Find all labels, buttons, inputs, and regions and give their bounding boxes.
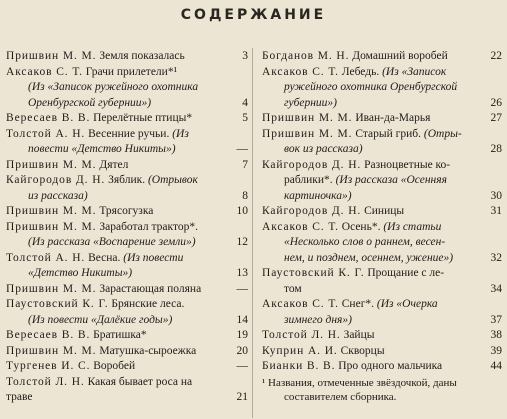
work-title: Брянские леса. xyxy=(108,298,185,310)
toc-line-text xyxy=(6,390,228,406)
work-title: Лебедь. xyxy=(338,65,380,78)
page-number xyxy=(482,266,502,282)
toc-line-text xyxy=(262,127,482,143)
author-name: Бианки В. В. xyxy=(262,360,336,372)
toc-line-text xyxy=(262,111,482,127)
work-title: Воробей xyxy=(90,360,136,372)
work-title: Иван-да-Марья xyxy=(352,112,431,124)
toc-line xyxy=(6,235,248,251)
footnote-line: составителем сборника. xyxy=(284,390,397,403)
page-number: 14 xyxy=(236,313,248,326)
source-note: из рассказа) xyxy=(28,189,88,202)
toc-line xyxy=(262,142,502,158)
author-name: Пришвин М. М. xyxy=(6,205,97,217)
page-number: 34 xyxy=(490,282,502,295)
toc-line-text xyxy=(262,344,482,360)
footnote xyxy=(262,376,502,404)
work-title: Дятел xyxy=(96,158,129,171)
toc-line-text xyxy=(6,313,228,329)
toc-entry xyxy=(6,328,248,344)
page-number: 31 xyxy=(490,205,502,217)
toc-line-text xyxy=(6,173,228,189)
author-name: Кайгородов Д. Н. xyxy=(262,205,362,217)
toc-entry xyxy=(6,220,248,251)
page-number xyxy=(228,297,248,313)
work-title: Весенние ручьи. xyxy=(85,127,170,140)
source-note: нем, и позднем, осеннем, ужение») xyxy=(284,251,454,264)
work-title: Зайцы xyxy=(340,329,375,341)
toc-line xyxy=(262,173,502,189)
work-title: Заработал трактор*. xyxy=(96,220,198,233)
page-number xyxy=(482,80,502,96)
page-number xyxy=(228,80,248,96)
page-number: 8 xyxy=(242,189,248,202)
work-title: траве xyxy=(6,391,33,403)
toc-line-text xyxy=(262,251,482,267)
source-note: (Из рассказа «Осенняя xyxy=(332,174,447,186)
toc-line-text xyxy=(6,375,228,391)
source-note: ружейного охотника Оренбургской xyxy=(284,81,458,93)
toc-line xyxy=(6,80,248,96)
toc-line-text xyxy=(262,173,482,189)
source-note: (Из повести «Далёкие годы») xyxy=(28,313,173,326)
toc-entry xyxy=(6,204,248,220)
toc-entry xyxy=(262,328,502,344)
toc-line-text xyxy=(262,158,482,174)
footnote-line: ¹ Названия, отмеченные звёздочкой, даны xyxy=(262,376,457,389)
toc-line-text xyxy=(6,328,228,344)
toc-line xyxy=(6,96,248,112)
toc-line xyxy=(262,111,502,127)
work-title: раблики*. xyxy=(284,174,333,186)
toc-line xyxy=(262,96,502,112)
work-title: Разноцветные ко- xyxy=(361,158,451,171)
toc-line xyxy=(262,65,502,81)
toc-line xyxy=(6,189,248,205)
author-name: Паустовский К. Г. xyxy=(6,298,109,310)
page-number: 28 xyxy=(490,143,502,155)
toc-line xyxy=(262,127,502,143)
toc-entry xyxy=(262,158,502,205)
work-title: Зарастающая поляна xyxy=(96,282,202,295)
toc-line xyxy=(262,344,502,360)
toc-entry xyxy=(262,127,502,158)
toc-entry xyxy=(6,282,248,298)
toc-entry xyxy=(6,344,248,360)
toc-line-text xyxy=(6,297,228,313)
work-title: Матушка-сыроежка xyxy=(96,344,197,357)
page-number xyxy=(228,375,248,391)
toc-line-text xyxy=(6,266,228,282)
toc-line xyxy=(262,80,502,96)
page-number xyxy=(482,297,502,313)
toc-line-text xyxy=(262,297,482,313)
source-note: Оренбургской губернии») xyxy=(28,96,152,109)
page-number: 32 xyxy=(490,251,502,264)
toc-line-text xyxy=(6,204,228,220)
toc-line xyxy=(6,390,248,406)
source-note: (Из повести xyxy=(120,251,184,264)
author-name: Толстой Л. Н. xyxy=(262,329,341,341)
toc-line-text xyxy=(6,282,228,298)
toc-line-text xyxy=(262,80,482,96)
source-note: «Детство Никиты») xyxy=(28,267,133,279)
author-name: Вересаев В. В. xyxy=(6,112,91,124)
page-number xyxy=(228,65,248,81)
author-name: Пришвин М. М. xyxy=(6,158,97,171)
toc-line-text xyxy=(262,266,482,282)
page-number xyxy=(482,158,502,174)
page-number: 10 xyxy=(236,205,248,217)
toc-line-text xyxy=(262,313,482,329)
toc-line-text xyxy=(262,235,482,251)
toc-line-text xyxy=(262,49,482,65)
toc-line xyxy=(6,297,248,313)
toc-line xyxy=(262,189,502,205)
toc-entry xyxy=(262,344,502,360)
toc-entry xyxy=(6,111,248,127)
author-name: Куприн А. И. xyxy=(262,344,338,357)
toc-entry xyxy=(6,297,248,328)
toc-line xyxy=(6,65,248,81)
toc-entry xyxy=(262,204,502,220)
work-title: Трясогузка xyxy=(96,205,154,217)
toc-line xyxy=(6,266,248,282)
page-number: 30 xyxy=(490,189,502,202)
author-name: Пришвин М. М. xyxy=(262,112,353,124)
toc-entry xyxy=(262,220,502,267)
toc-entry xyxy=(262,49,502,65)
toc-entry xyxy=(262,65,502,112)
source-note: (Из «Записок ружейного охотника xyxy=(28,81,199,93)
page-number xyxy=(228,220,248,236)
page-number: 13 xyxy=(236,267,248,279)
author-name: Пришвин М. М. xyxy=(6,282,97,295)
author-name: Богданов М. Н. xyxy=(262,50,350,62)
work-title: Какая бывает роса на xyxy=(84,375,193,388)
toc-line xyxy=(6,313,248,329)
work-title: Скворцы xyxy=(337,344,385,357)
work-title: Земля показалась xyxy=(96,50,185,62)
page-number: 19 xyxy=(236,329,248,341)
toc-line xyxy=(262,251,502,267)
author-name: Тургенев И. С. xyxy=(6,360,91,372)
author-name: Пришвин М. М. xyxy=(6,220,97,233)
page-number xyxy=(482,220,502,236)
contents-column-left xyxy=(6,49,248,406)
toc-entry xyxy=(6,375,248,406)
toc-line-text xyxy=(262,359,482,375)
toc-line xyxy=(262,235,502,251)
toc-entry xyxy=(262,359,502,375)
column-divider xyxy=(252,48,253,418)
toc-line-text xyxy=(6,127,228,143)
author-name: Пришвин М. М. xyxy=(6,344,97,357)
toc-line-text xyxy=(6,80,228,96)
toc-line-text xyxy=(6,111,228,127)
toc-line-text xyxy=(262,204,482,220)
toc-line xyxy=(262,282,502,298)
toc-line-text xyxy=(262,65,482,81)
toc-line-text xyxy=(262,328,482,344)
source-note: (Отрывок xyxy=(145,174,198,186)
toc-line xyxy=(6,344,248,360)
source-note: (Из «Записок xyxy=(379,65,447,78)
toc-line xyxy=(262,328,502,344)
page-number: 7 xyxy=(242,158,248,171)
toc-line xyxy=(6,282,248,298)
toc-line-text xyxy=(6,220,228,236)
source-note: (Из «Очерка xyxy=(374,298,438,310)
toc-line xyxy=(6,328,248,344)
source-note: зимнего дня») xyxy=(284,313,352,326)
toc-line xyxy=(262,158,502,174)
page-number: 5 xyxy=(242,112,248,124)
page-number xyxy=(482,65,502,81)
work-title: Старый гриб. xyxy=(352,127,421,140)
toc-entry xyxy=(6,359,248,375)
author-name: Толстой А. Н. xyxy=(6,251,86,264)
source-note: (Из рассказа «Воспарение земли») xyxy=(28,236,196,248)
page-number xyxy=(482,127,502,143)
page-number: 20 xyxy=(236,344,248,357)
source-note: вок из рассказа) xyxy=(284,143,363,155)
toc-line xyxy=(6,49,248,65)
page-number xyxy=(228,251,248,267)
toc-line-text xyxy=(262,282,482,298)
toc-line-text xyxy=(262,220,482,236)
toc-line xyxy=(6,127,248,143)
page-number xyxy=(228,127,248,143)
toc-line xyxy=(262,313,502,329)
page-number: 38 xyxy=(490,329,502,341)
toc-entry xyxy=(6,127,248,158)
toc-line xyxy=(262,204,502,220)
toc-entry xyxy=(262,111,502,127)
toc-line-text xyxy=(6,96,228,112)
author-name: Вересаев В. В. xyxy=(6,329,91,341)
toc-line xyxy=(6,251,248,267)
page-number: 44 xyxy=(490,360,502,372)
toc-line xyxy=(6,158,248,174)
toc-line xyxy=(6,204,248,220)
toc-line-text xyxy=(262,142,482,158)
author-name: Пришвин М. М. xyxy=(262,127,353,140)
page-number: 26 xyxy=(490,96,502,109)
page-number: 37 xyxy=(490,313,502,326)
toc-entry xyxy=(262,297,502,328)
toc-line-text xyxy=(262,189,482,205)
work-title: Зяблик. xyxy=(105,174,146,186)
toc-line-text xyxy=(6,251,228,267)
page-number: 4 xyxy=(242,96,248,109)
toc-line-text xyxy=(6,49,228,65)
work-title: Братишка* xyxy=(90,329,147,341)
work-title: Про одного мальчика xyxy=(335,360,443,372)
page-number: — xyxy=(236,360,248,372)
work-title: том xyxy=(284,282,302,295)
page-number: 22 xyxy=(490,50,502,62)
toc-line-text xyxy=(6,235,228,251)
toc-line xyxy=(262,49,502,65)
author-name: Пришвин М. М. xyxy=(6,50,97,62)
source-note: губернии») xyxy=(284,96,338,109)
toc-entry xyxy=(6,158,248,174)
author-name: Аксаков С. Т. xyxy=(262,220,339,233)
toc-line-text xyxy=(6,142,228,158)
toc-entry xyxy=(6,49,248,65)
toc-line-text xyxy=(6,359,228,375)
toc-line-text xyxy=(262,96,482,112)
toc-entry xyxy=(6,251,248,282)
author-name: Толстой А. Н. xyxy=(6,127,86,140)
page-number: 21 xyxy=(236,391,248,403)
author-name: Паустовский К. Г. xyxy=(262,267,365,279)
toc-entry xyxy=(6,173,248,204)
toc-line-text xyxy=(6,344,228,360)
page-title: СОДЕРЖАНИЕ xyxy=(180,7,327,23)
page-number: 39 xyxy=(490,344,502,357)
page-number xyxy=(228,173,248,189)
toc-line xyxy=(6,375,248,391)
toc-line xyxy=(262,297,502,313)
page-number: 12 xyxy=(236,236,248,248)
contents-column-right xyxy=(262,49,502,404)
page-number: 3 xyxy=(242,50,248,62)
toc-line xyxy=(6,142,248,158)
toc-line xyxy=(262,359,502,375)
author-name: Аксаков С. Т. xyxy=(6,65,83,78)
work-title: Домашний воробей xyxy=(349,50,448,62)
toc-entry xyxy=(262,266,502,297)
toc-line xyxy=(262,220,502,236)
toc-line-text xyxy=(6,65,228,81)
page-number: — xyxy=(236,282,248,295)
toc-line xyxy=(262,266,502,282)
page-number: 27 xyxy=(490,112,502,124)
page-number xyxy=(482,235,502,251)
work-title: Синицы xyxy=(361,205,405,217)
work-title: Прощание с ле- xyxy=(364,267,445,279)
toc-line xyxy=(6,173,248,189)
toc-entry xyxy=(6,65,248,112)
author-name: Аксаков С. Т. xyxy=(262,65,339,78)
work-title: Осень*. xyxy=(338,220,381,233)
author-name: Аксаков С. Т. xyxy=(262,298,339,310)
page-number xyxy=(482,173,502,189)
toc-line xyxy=(6,111,248,127)
source-note: повести «Детство Никиты») xyxy=(28,143,176,155)
work-title: Грачи прилетели*¹ xyxy=(82,65,178,78)
author-name: Кайгородов Д. Н. xyxy=(6,174,106,186)
toc-line-text xyxy=(6,189,228,205)
toc-line-text xyxy=(6,158,228,174)
source-note: (Из xyxy=(169,127,189,140)
source-note: картиночка») xyxy=(284,189,352,202)
source-note: (Отры- xyxy=(421,127,462,140)
work-title: Снег*. xyxy=(338,298,375,310)
toc-line xyxy=(6,359,248,375)
source-note: (Из статьи xyxy=(380,220,442,233)
author-name: Толстой Л. Н. xyxy=(6,375,85,388)
toc-line xyxy=(6,220,248,236)
page-number: — xyxy=(236,143,248,155)
author-name: Кайгородов Д. Н. xyxy=(262,158,362,171)
work-title: Перелётные птицы* xyxy=(90,112,193,124)
source-note: «Несколько слов о раннем, весен- xyxy=(284,236,446,248)
work-title: Весна. xyxy=(85,251,121,264)
